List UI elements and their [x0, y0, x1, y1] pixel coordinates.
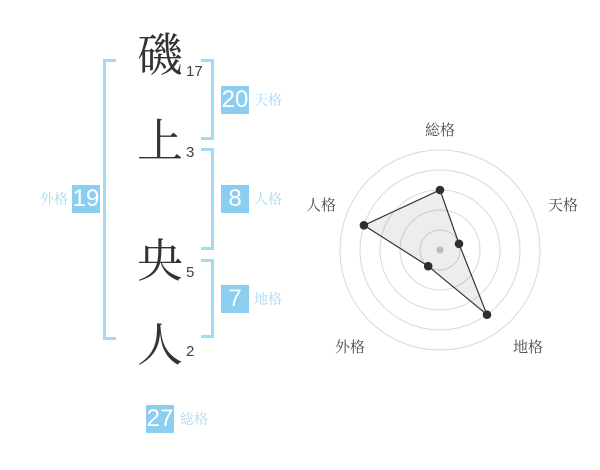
tenkaku-bracket [201, 59, 214, 140]
radar-center-dot [436, 246, 443, 253]
jinkaku-label: 人格 [254, 191, 282, 207]
name-char-2: 上 [137, 115, 183, 167]
tenkaku-badge: 20 [221, 86, 249, 113]
soukaku-label: 総格 [180, 411, 208, 427]
gaikaku-label: 外格 [40, 191, 68, 207]
stroke-count-4: 2 [186, 343, 195, 360]
radar-axis-label-5: 人格 [305, 197, 337, 214]
name-char-4: 人 [137, 319, 183, 371]
name-char-3: 央 [137, 235, 183, 287]
radar-point-2 [455, 240, 464, 249]
chikaku-badge: 7 [221, 285, 249, 313]
gaikaku-bracket [103, 59, 116, 340]
chikaku-bracket [201, 259, 214, 338]
chikaku-label: 地格 [254, 291, 282, 307]
radar-polygon [364, 190, 487, 315]
stroke-count-2: 3 [186, 144, 195, 161]
soukaku-badge: 27 [146, 405, 174, 432]
stroke-count-1: 17 [186, 63, 203, 80]
radar-point-5 [360, 221, 369, 230]
radar-axis-label-2: 天格 [547, 197, 579, 214]
stroke-count-3: 5 [186, 264, 195, 281]
name-char-1: 磯 [137, 29, 183, 81]
radar-point-4 [424, 262, 433, 271]
gaikaku-badge: 19 [72, 185, 100, 212]
fortune-radar-chart [290, 95, 600, 385]
jinkaku-badge: 8 [221, 185, 249, 213]
radar-axis-label-3: 地格 [512, 339, 544, 356]
tenkaku-label: 天格 [254, 92, 282, 108]
jinkaku-bracket [201, 148, 214, 250]
radar-axis-label-4: 外格 [334, 339, 366, 356]
radar-point-1 [436, 186, 445, 195]
radar-axis-label-1: 総格 [424, 122, 456, 139]
radar-point-3 [483, 310, 492, 319]
